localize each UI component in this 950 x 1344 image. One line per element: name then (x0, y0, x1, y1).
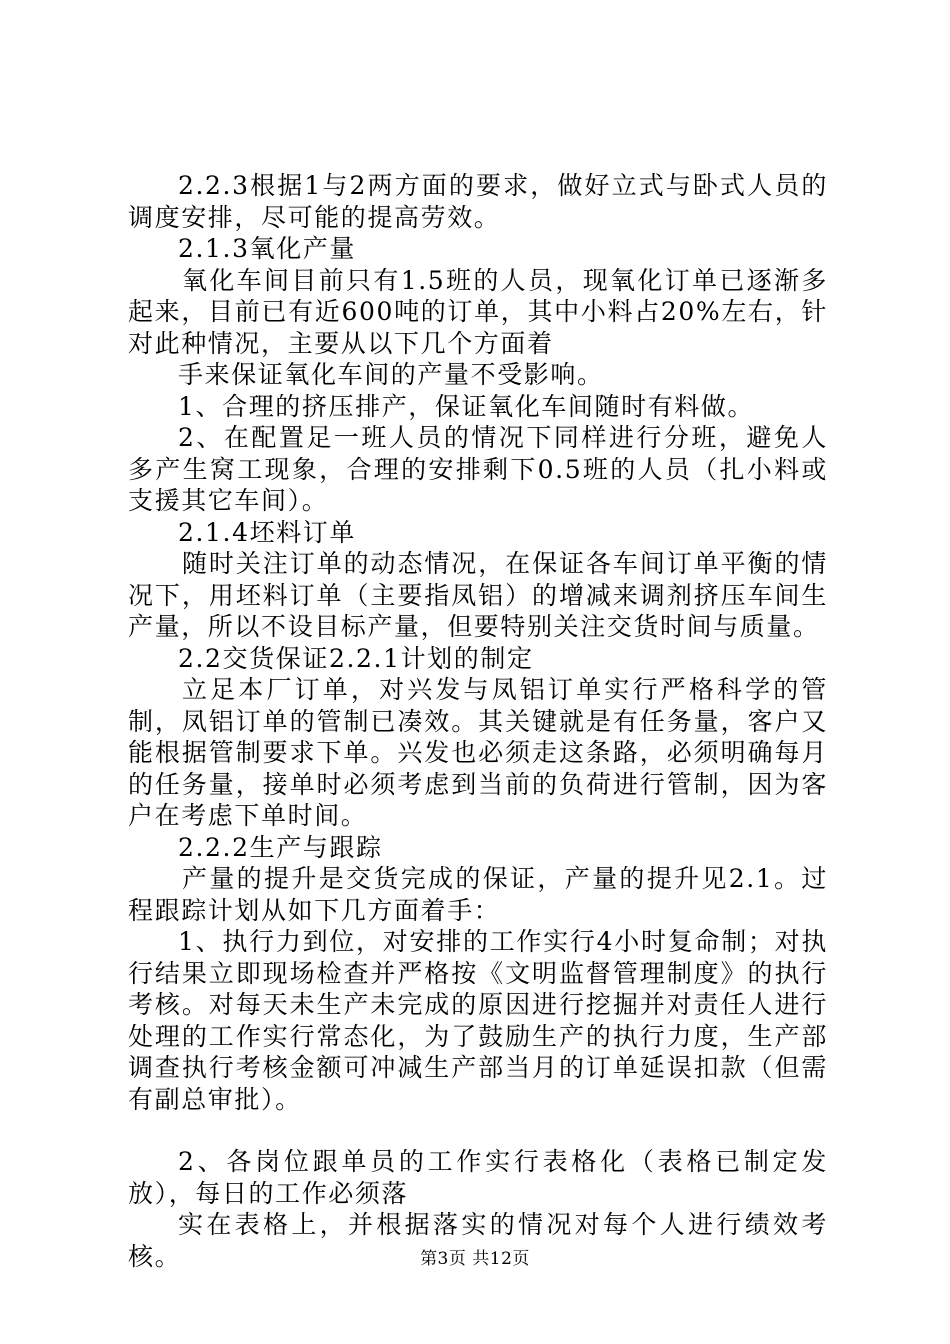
document-body (128, 170, 828, 1272)
paragraph: 2.2.2生产与跟踪 (178, 832, 383, 862)
paragraph: 2.2.3根据1与2两方面的要求，做好立式与卧式人员的调度安排，尽可能的提高劳效。 (128, 171, 828, 232)
paragraph: 立足本厂订单，对兴发与凤铝订单实行严格科学的管制，凤铝订单的管制已凑效。其关键就是有任务量，客户又能根据管制要求下单。兴发也必须走这条路，必须明确每月的任务量，接单时必须考虑到当前的负荷进行管制，因为客户在考虑下单时间。 (128, 675, 828, 830)
paragraph: 实在表格上，并根据落实的情况对每个人进行绩效考核。 (128, 1210, 828, 1271)
paragraph: 2、在配置足一班人员的情况下同样进行分班，避免人多产生窝工现象，合理的安排剩下0.5班的人员（扎小料或支援其它车间）。 (128, 423, 828, 515)
paragraph: 1、执行力到位，对安排的工作实行4小时复命制；对执行结果立即现场检查并严格按《文明监督管理制度》的执行考核。对每天未生产未完成的原因进行挖掘并对责任人进行处理的工作实行常态化，为了鼓励生产的执行力度，生产部调查执行考核金额可冲减生产部当月的订单延误扣款（但需有副总审批）。 (128, 927, 828, 1114)
paragraph: 随时关注订单的动态情况，在保证各车间订单平衡的情况下，用坯料订单（主要指凤铝）的增减来调剂挤压车间生产量，所以不设目标产量，但要特别关注交货时间与质量。 (128, 549, 828, 641)
paragraph: 氧化车间目前只有1.5班的人员，现氧化订单已逐渐多起来，目前已有近600吨的订单，其中小料占20%左右，针对此种情况，主要从以下几个方面着 (128, 265, 828, 358)
page-footer: 第3页 共12页 (420, 1249, 530, 1269)
paragraph: 手来保证氧化车间的产量不受影响。 (178, 360, 604, 389)
paragraph: 2.1.3氧化产量 (178, 234, 357, 263)
paragraph: 产量的提升是交货完成的保证，产量的提升见2.1。过程跟踪计划从如下几方面着手： (128, 864, 828, 925)
paragraph: 2.2交货保证2.2.1计划的制定 (178, 643, 534, 673)
paragraph: 1、合理的挤压排产，保证氧化车间随时有料做。 (178, 391, 755, 421)
paragraph: 2.1.4坯料订单 (178, 517, 357, 547)
paragraph: 2、各岗位跟单员的工作实行表格化（表格已制定发放），每日的工作必须落 (128, 1147, 828, 1208)
